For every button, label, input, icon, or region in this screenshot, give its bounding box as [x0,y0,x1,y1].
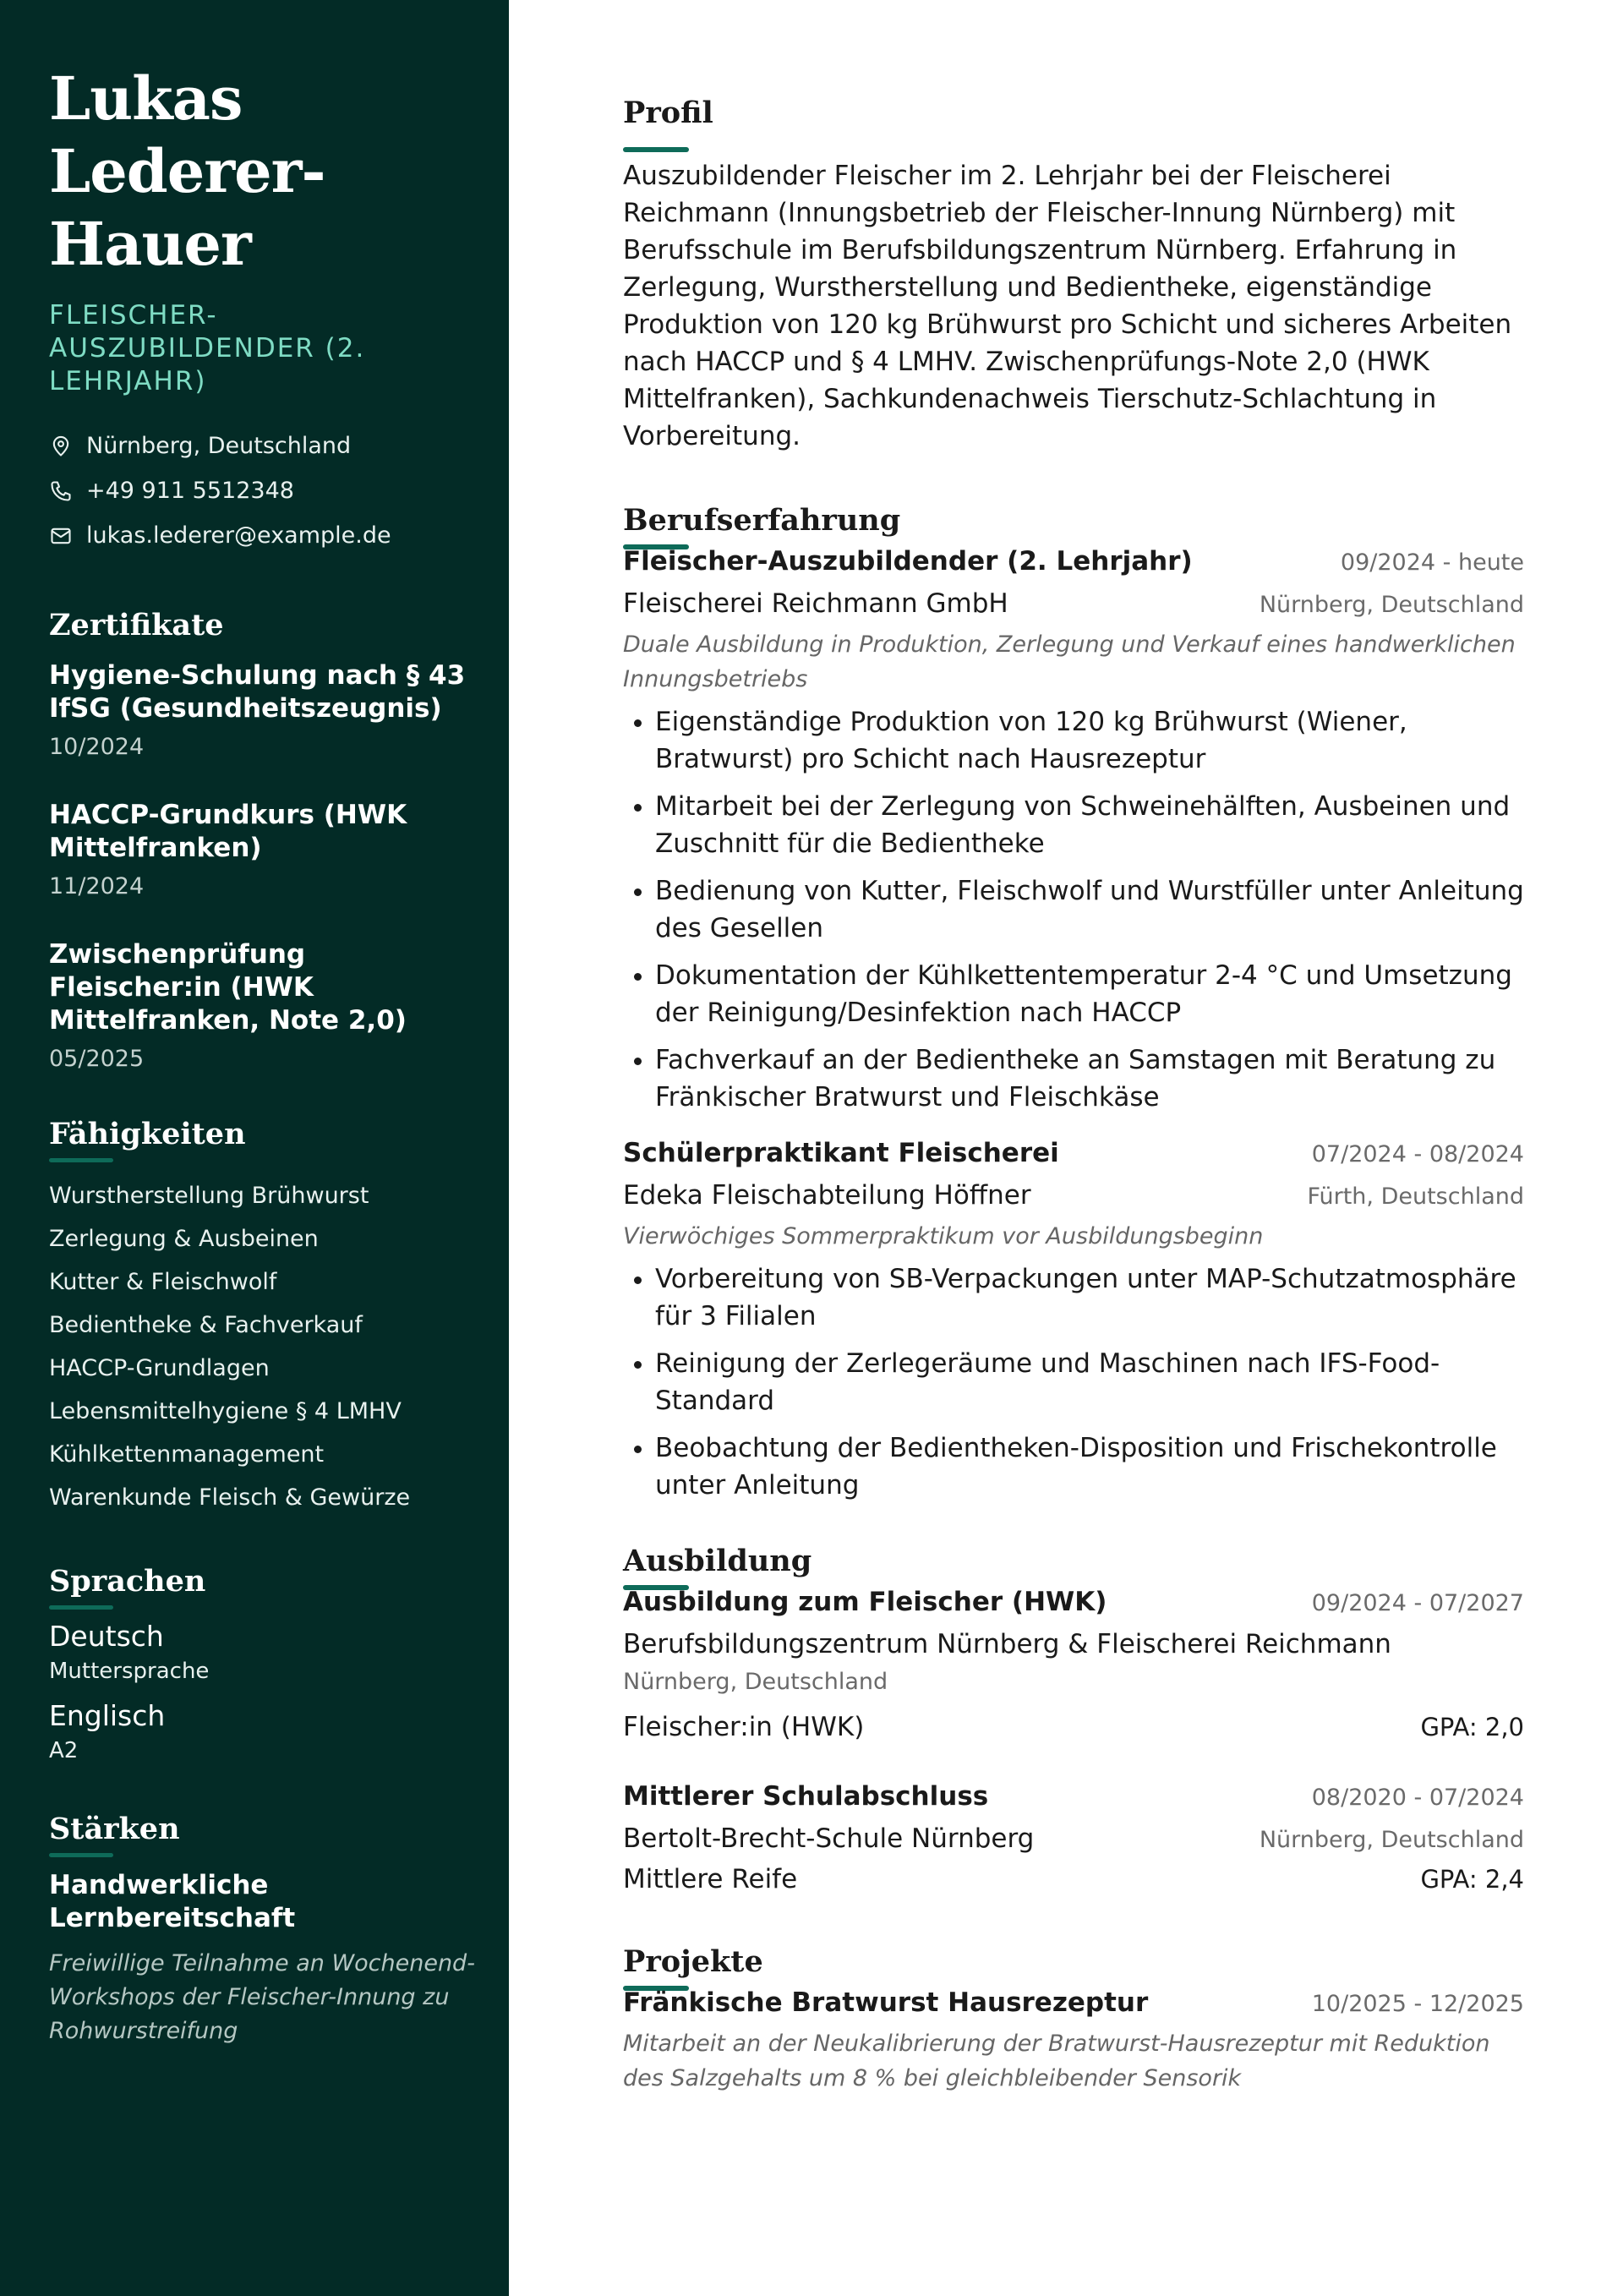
name-line: Lederer- [49,136,325,206]
phone-icon [49,479,73,503]
bullet-item: • Fachverkauf an der Bedientheke an Samstagen mit Beratung zu Fränkischer Bratwurst und Fleischkäse [655,1041,1524,1116]
language-name: Englisch [49,1699,166,1732]
education-entry [623,1778,1524,1898]
certificate-item [49,799,475,899]
job-location: Nürnberg, Deutschland [1259,592,1524,618]
bullet-item: • Reinigung der Zerlegeräume und Maschinen nach IFS-Food-Standard [655,1345,1524,1419]
project-entry [623,1984,1524,2096]
experience-section [623,502,1524,1504]
experience-entry [623,543,1524,1116]
projects-section [623,1943,1524,2096]
summary-section [623,95,1524,455]
job-title: Schülerpraktikant Fleischerei [623,1138,1059,1168]
language-name: Deutsch [49,1620,164,1653]
skill-item: Wurstherstellung Brühwurst [49,1183,369,1209]
education-location: Nürnberg, Deutschland [623,1669,888,1695]
contact-list [49,424,475,558]
skill-item: Lebensmittelhygiene § 4 LMHV [49,1398,402,1424]
skills-list [49,1174,475,1519]
education-title-text: Ausbildung zum Fleischer (HWK) [623,1587,1107,1617]
education-entry [623,1583,1524,1746]
location-text: Nürnberg, Deutschland [86,433,352,459]
certificates-section [49,607,475,1072]
phone-text[interactable]: +49 911 5512348 [86,478,294,504]
gpa: GPA: 2,0 [1420,1713,1524,1741]
education-location: Nürnberg, Deutschland [1259,1827,1524,1853]
job-description: Vierwöchiges Sommerpraktikum vor Ausbildungsbeginn [623,1223,1264,1249]
experience-title: Berufserfahrung [623,503,901,538]
contact-phone[interactable] [49,468,475,513]
language-level: Muttersprache [49,1659,210,1684]
bullet-item: • Beobachtung der Bedientheken-Disposition und Frischekontrolle unter Anleitung [655,1430,1524,1504]
summary-text: Auszubildender Fleischer im 2. Lehrjahr bei der Fleischerei Reichmann (Innungsbetrieb der Fleischer-Innung Nürnberg) mit Berufsschule im Berufsbildungszentrum Nürnberg. Erfahrung in Zerlegung, Wurstherstellung und Bedientheke, eigenständige Produktion von 120 kg Brühwurst pro Schicht und sicheres Arbeiten nach HACCP und § 4 LMHV. Zwischenprüfungs-Note 2,0 (HWK Mittelfranken), Sachkundenachweis Tierschutz-Schlachtung in Vorbereitung. [623,161,1512,451]
name-line: Lukas [49,63,243,134]
language-item [49,1697,475,1767]
map-pin-icon [49,435,73,458]
project-title: Fränkische Bratwurst Hausrezeptur [623,1987,1149,2018]
main-content [509,0,1623,2296]
summary-title: Profil [623,96,713,130]
skill-item: Warenkunde Fleisch & Gewürze [49,1484,411,1511]
degree: Mittlere Reife [623,1864,798,1894]
institution: Bertolt-Brecht-Schule Nürnberg [623,1823,1035,1854]
projects-title: Projekte [623,1944,763,1979]
job-bullets [623,703,1524,1116]
experience-entry [623,1134,1524,1504]
education-title: Ausbildung [623,1544,812,1578]
certificate-title: Hygiene-Schulung nach § 43 IfSG (Gesundheitszeugnis) [49,660,466,724]
job-location: Fürth, Deutschland [1307,1184,1524,1210]
project-description: Mitarbeit an der Neukalibrierung der Bratwurst-Hausrezeptur mit Reduktion des Salzgehalts um 8 % bei gleichbleibender Sensorik [623,2031,1490,2091]
languages-title: Sprachen [49,1564,206,1599]
skill-item: Kutter & Fleischwolf [49,1269,277,1295]
job-headline [49,299,475,398]
section-underline [623,147,689,152]
job-date: 09/2024 - heute [1340,549,1524,576]
strength-item [49,1869,475,2048]
headline-line: LEHRJAHR) [49,366,207,396]
certificates-title: Zertifikate [49,608,224,642]
languages-section [49,1563,475,1767]
section-underline [49,1158,113,1162]
bullet-item: • Vorbereitung von SB-Verpackungen unter MAP-Schutzatmosphäre für 3 Filialen [655,1260,1524,1335]
contact-location [49,424,475,468]
skill-item: Kühlkettenmanagement [49,1441,325,1468]
employer: Fleischerei Reichmann GmbH [623,588,1008,619]
strengths-section [49,1811,475,2048]
education-date: 09/2024 - 07/2027 [1311,1590,1524,1616]
employer: Edeka Fleischabteilung Höffner [623,1180,1031,1211]
certificate-date: 11/2024 [49,873,145,899]
language-item [49,1618,475,1687]
job-bullets [623,1260,1524,1504]
degree: Fleischer:in (HWK) [623,1712,865,1742]
section-underline [49,1853,113,1857]
strength-description: Freiwillige Teilnahme an Wochenend-Workshops der Fleischer-Innung zu Rohwurstreifung [49,1950,475,2044]
certificate-title: HACCP-Grundkurs (HWK Mittelfranken) [49,800,407,863]
bullet-item: • Bedienung von Kutter, Fleischwolf und Wurstfüller unter Anleitung des Gesellen [655,872,1524,947]
education-title-text: Mittlerer Schulabschluss [623,1781,989,1812]
bullet-item: • Eigenständige Produktion von 120 kg Brühwurst (Wiener, Bratwurst) pro Schicht nach Hausrezeptur [655,703,1524,778]
contact-email[interactable] [49,513,475,558]
skills-title: Fähigkeiten [49,1117,246,1151]
education-section [623,1543,1524,1898]
sidebar [0,0,509,2296]
job-title: Fleischer-Auszubildender (2. Lehrjahr) [623,546,1193,577]
email-text[interactable]: lukas.lederer@example.de [86,522,391,549]
skills-section [49,1116,475,1519]
skill-item: HACCP-Grundlagen [49,1355,270,1381]
project-date: 10/2025 - 12/2025 [1311,1991,1524,2017]
headline-line: FLEISCHER- [49,300,218,331]
language-level: A2 [49,1738,79,1763]
skill-item: Bedientheke & Fachverkauf [49,1312,363,1338]
certificate-title: Zwischenprüfung Fleischer:in (HWK Mittelfranken, Note 2,0) [49,939,407,1036]
job-date: 07/2024 - 08/2024 [1311,1141,1524,1167]
skill-item: Zerlegung & Ausbeinen [49,1226,319,1252]
name-line: Hauer [49,209,251,279]
education-date: 08/2020 - 07/2024 [1311,1785,1524,1811]
strength-title: Handwerkliche Lernbereitschaft [49,1870,296,1933]
certificate-date: 10/2024 [49,734,145,760]
institution: Berufsbildungszentrum Nürnberg & Fleischerei Reichmann [623,1629,1391,1659]
bullet-item: • Mitarbeit bei der Zerlegung von Schweinehälften, Ausbeinen und Zuschnitt für die Bedientheke [655,788,1524,862]
mail-icon [49,524,73,548]
headline-line: AUSZUBILDENDER (2. [49,333,366,364]
certificate-date: 05/2025 [49,1046,145,1072]
gpa: GPA: 2,4 [1420,1865,1524,1894]
bullet-item: • Dokumentation der Kühlkettentemperatur 2-4 °C und Umsetzung der Reinigung/Desinfektion nach HACCP [655,957,1524,1031]
certificate-item [49,659,475,760]
strengths-title: Stärken [49,1812,180,1846]
job-description: Duale Ausbildung in Produktion, Zerlegung und Verkauf eines handwerklichen Innungsbetriebs [623,631,1516,692]
section-underline [49,1605,113,1610]
candidate-name [49,63,475,281]
certificate-item [49,938,475,1072]
